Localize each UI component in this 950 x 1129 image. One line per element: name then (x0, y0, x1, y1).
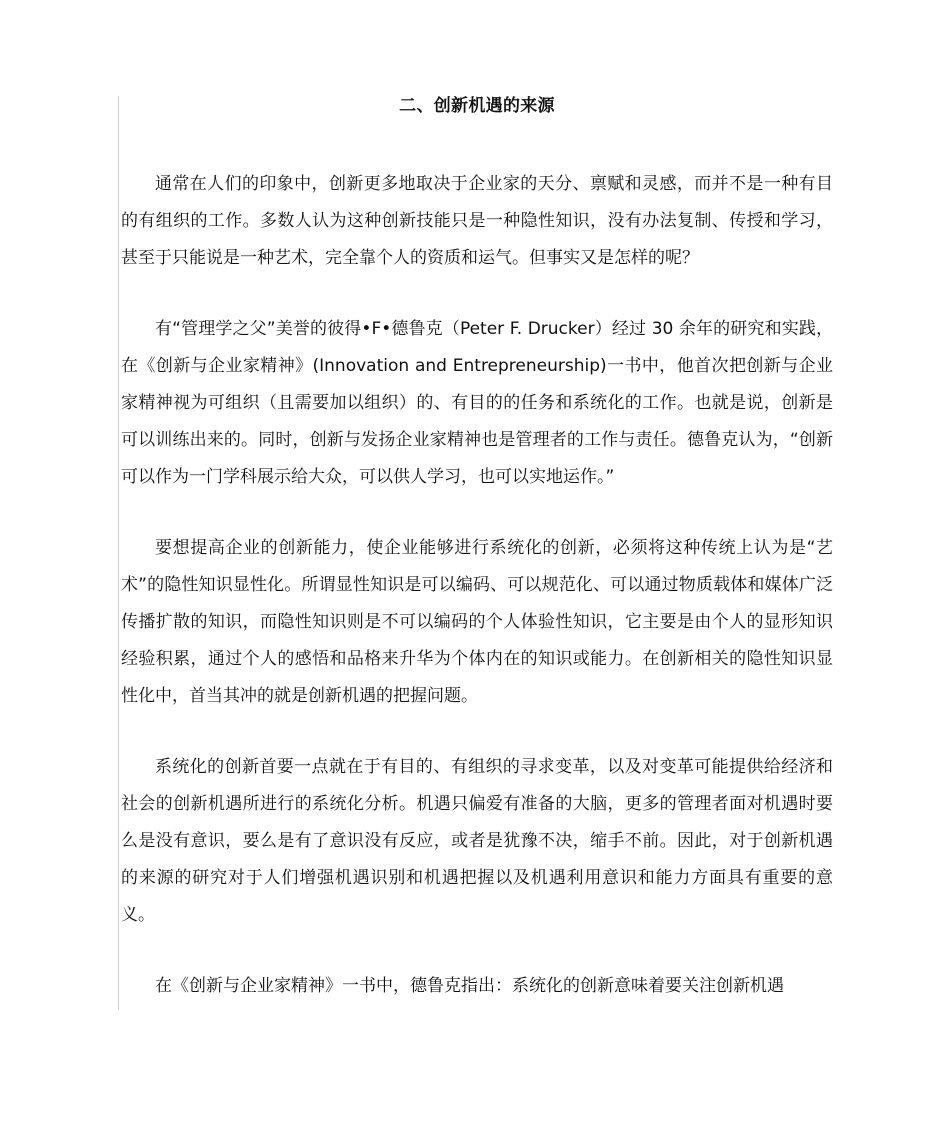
paragraph-3: 要想提高企业的创新能力，使企业能够进行系统化的创新，必须将这种传统上认为是“艺术”的隐性知识显性化。所谓显性知识是可以编码、可以规范化、可以通过物质载体和媒体广泛传播扩散的知识，而隐性知识则是不可以编码的个人体验性知识，它主要是由个人的显形知识经验积累，通过个人的感悟和品格来升华为个体内在的知识或能力。在创新相关的隐性知识显性化中，首当其冲的就是创新机遇的把握问题。 (121, 538, 833, 706)
paragraph-1: 通常在人们的印象中，创新更多地取决于企业家的天分、禀赋和灵感，而并不是一种有目的有组织的工作。多数人认为这种创新技能只是一种隐性知识，没有办法复制、传授和学习，甚至于只能说是一种艺术，完全靠个人的资质和运气。但事实又是怎样的呢？ (121, 174, 833, 268)
paragraph-4: 系统化的创新首要一点就在于有目的、有组织的寻求变革，以及对变革可能提供给经济和社会的创新机遇所进行的系统化分析。机遇只偏爱有准备的大脑，更多的管理者面对机遇时要么是没有意识，要么是有了意识没有反应，或者是犹豫不决，缩手不前。因此，对于创新机遇的来源的研究对于人们增强机遇识别和机遇把握以及机遇利用意识和能力方面具有重要的意义。 (121, 757, 833, 925)
page-margin-line (118, 96, 119, 1010)
section-title: 二、创新机遇的来源 (399, 96, 555, 116)
paragraph-5: 在《创新与企业家精神》一书中，德鲁克指出：系统化的创新意味着要关注创新机遇 (155, 976, 784, 996)
document-body (121, 92, 833, 1039)
paragraph-2: 有“管理学之父”美誉的彼得•F•德鲁克（Peter F. Drucker）经过 30 余年的研究和实践，在《创新与企业家精神》(Innovation and Entrepreneurship)一书中，他首次把创新与企业家精神视为可组织（且需要加以组织）的、有目的的任务和系统化的工作。也就是说，创新是可以训练出来的。同时，创新与发扬企业家精神也是管理者的工作与责任。德鲁克认为，“创新可以作为一门学科展示给大众，可以供人学习，也可以实地运作。” (121, 319, 833, 487)
